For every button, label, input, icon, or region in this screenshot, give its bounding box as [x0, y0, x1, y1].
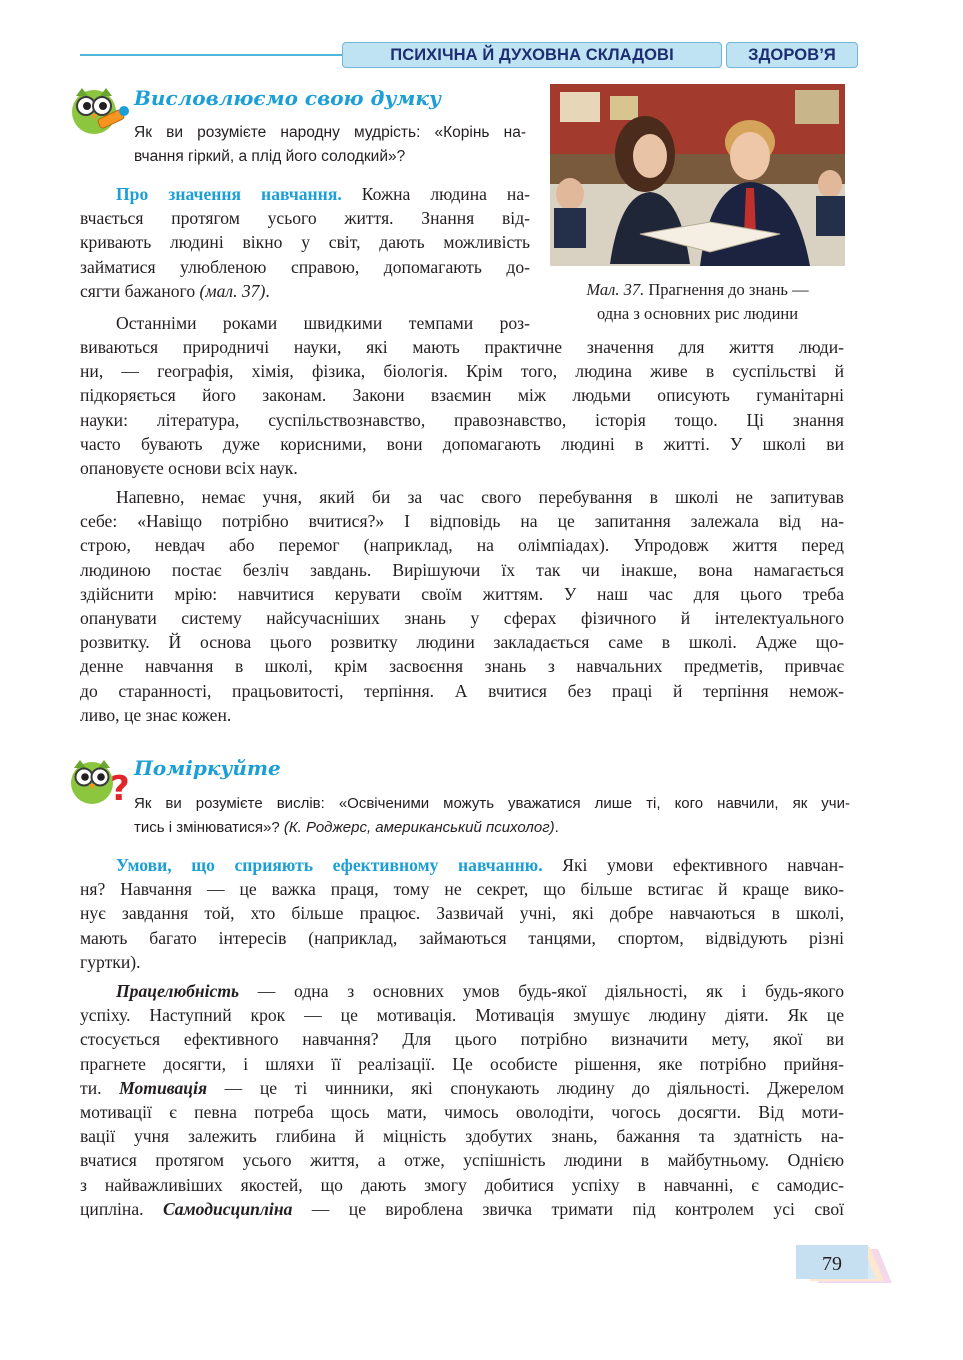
text-line: ня? Навчання — це важка праця, тому не секрет, що більше встигає й краще вико- [80, 879, 844, 900]
box-text-line: Як ви розумієте народну мудрість: «Корінь на- [134, 124, 526, 141]
text-line: успіху. Наступний крок — це мотивація. Мотивація змушує людину діяти. Як це [80, 1005, 844, 1026]
text-line: займатися улюбленою справою, допомагають до- [80, 256, 530, 277]
text-line: вації учня залежить глибина й міцність здобутих знань, бажання та здатність на- [80, 1126, 844, 1147]
owl-question-icon [68, 756, 130, 806]
paragraph-conditions [80, 853, 844, 974]
term-self-discipline: Самодисципліна [162, 1198, 293, 1219]
box-text-opinion [134, 120, 526, 168]
section-title: ПСИХІЧНА Й ДУХОВНА СКЛАДОВІ [342, 42, 722, 68]
paragraph-sciences-start [80, 311, 530, 335]
text-run: ципліна. [80, 1198, 163, 1219]
figure-caption [550, 278, 845, 326]
text-run: ти. [80, 1077, 120, 1098]
text-line: розвитку. Й основа цього розвитку людини закладається саме в школі. Адже що- [80, 632, 844, 653]
text-line: з найважливіших якостей, що дають змогу добитися успіху в навчанні, є самодис- [80, 1174, 844, 1195]
text-line: Напевно, немає учня, який би за час свого перебування в школі не запитував [116, 487, 844, 507]
figure-reference: (мал. 37) [199, 280, 266, 301]
text-run: сягти бажаного [80, 280, 200, 301]
text-line: здійснити мрію: навчитися керувати своїм життям. У наш час для цього треба [80, 583, 844, 604]
text-line: прагнете досягти, і шляхи її реалізації. Це особисте рішення, яке потрібно прийня- [80, 1053, 844, 1074]
text-line: вчається протягом усього життя. Знання від- [80, 208, 530, 229]
text-line: ливо, це знає кожен. [80, 704, 232, 725]
caption-line2: одна з основних рис людини [596, 304, 799, 323]
text-run: — це ті чинники, які спонукають людину до діяльності. Джерелом [207, 1077, 844, 1098]
text-line: до старанності, працьовитості, терпіння. А вчитися без праці й терпіння немож- [80, 680, 844, 701]
paragraph-importance [80, 182, 530, 303]
box-text-line: вчання гіркий, а плід його солодкий»? [134, 148, 406, 166]
caption-text: Прагнення до знань — [644, 280, 809, 299]
text-line: опановуєте основи всіх наук. [80, 457, 298, 478]
text-line: вчатися протягом усього життя, а отже, успішність людини в майбутньому. Однією [80, 1150, 844, 1171]
text-line: денне навчання в школі, крім засвоєння знань з навчальних предметів, привчає [80, 656, 844, 677]
header-rule [80, 54, 342, 56]
text-line: опанувати систему найсучасніших знань у сферах фізичного й інтелектуального [80, 607, 844, 628]
text-line: людиною постає безліч завдань. Вирішуючи їх так чи інакше, вона намагається [80, 559, 844, 580]
text-line: мають багато інтересів (наприклад, займаються танцями, спортом, відвідують різні [80, 927, 844, 948]
text-line: нує завдання той, хто більше працює. Зазвичай учні, які добре навчаються в школі, [80, 903, 844, 924]
section-heading: Про значення навчання. [116, 184, 342, 204]
text-line: ни, — географія, хімія, фізика, біологія. Крім того, людина живе в суспільстві й [80, 361, 844, 382]
box-text-run: . [554, 819, 559, 837]
text-line: підкоряється його законам. Закони взаємин між людьми описують гуманітарні [80, 385, 844, 406]
section-title-2: ЗДОРОВ’Я [726, 42, 858, 68]
box-text-think [134, 791, 850, 839]
text-line: себе: «Навіщо потрібно вчитися?» І відповідь на це запитання залежала від на- [80, 511, 844, 532]
text-line: стосується ефективного навчання? Для цього потрібно визначити мету, якої ви [80, 1029, 844, 1050]
text-run: — це вироблена звичка тримати під контролем усі свої [292, 1198, 845, 1219]
text-line: гуртки). [80, 951, 141, 972]
term-motivation: Мотивація [119, 1077, 208, 1098]
quote-author: (К. Роджерс, американський психолог) [283, 819, 555, 837]
box-title-opinion: Висловлюємо свою думку [134, 86, 441, 110]
text-line: виваються природничі науки, які мають практичне значення для життя люди- [80, 337, 844, 357]
text-line: часто бувають дуже корисними, вони допомагають людині в житті. У школі ви [80, 433, 844, 454]
page-number: 79 [822, 1253, 842, 1275]
text-run: Кожна людина на- [341, 184, 531, 204]
text-run: — одна з основних умов будь-якої діяльності, як і будь-якого [239, 981, 844, 1001]
text-line: науки: література, суспільствознавство, правознавство, історія тощо. Ці знання [80, 409, 844, 430]
text-line: строю, невдач або перемог (наприклад, на олімпіадах). Упродовж життя перед [80, 535, 844, 556]
paragraph-diligence [80, 979, 844, 1221]
text-line: кривають людині вікно у світ, дають можливість [80, 232, 530, 253]
text-run: . [265, 280, 270, 301]
box-text-run: тись і змінюватися»? [134, 819, 284, 837]
text-line: мотивації є певна потреба щось мати, чимось оволодіти, чогось досягти. Від моти- [80, 1101, 844, 1122]
text-run: Які умови ефективного навчан- [542, 855, 844, 875]
section-heading: Умови, що сприяють ефективному навчанню. [116, 855, 543, 875]
term-diligence: Працелюбність [116, 981, 240, 1001]
owl-spyglass-icon [68, 84, 130, 136]
box-title-think: Поміркуйте [134, 756, 281, 780]
paragraph-sciences [80, 335, 844, 480]
text-line: Останніми роками швидкими темпами роз- [116, 313, 530, 333]
paragraph-why-learn [80, 485, 844, 727]
svg-text:?: ? [110, 769, 130, 806]
students-photo [550, 84, 845, 266]
box-text-line: Як ви розумієте вислів: «Освіченими можуть уважатися лише ті, кого навчили, як учи- [134, 795, 850, 812]
caption-label: Мал. 37. [586, 280, 645, 299]
